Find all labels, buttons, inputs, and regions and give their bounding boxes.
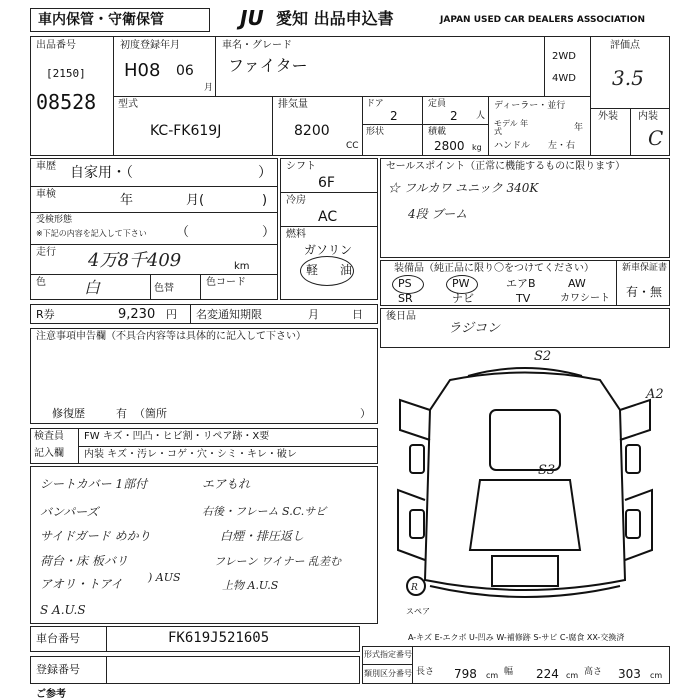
notice-month: 月: [308, 308, 319, 321]
notice-label: 名変通知期限: [196, 308, 262, 321]
remark-9: アオリ・トアイ: [40, 577, 123, 591]
car-name: ファイター: [228, 56, 308, 75]
new-warranty-value: 有・無: [626, 285, 663, 299]
width-label: 幅: [504, 667, 514, 677]
capacity-value: 2: [450, 109, 458, 123]
vehicle-damage-diagram: [380, 350, 670, 642]
repair-place: （箇所: [134, 407, 167, 420]
model-value: KC-FK619J: [150, 123, 222, 139]
registration-year: H08: [124, 60, 161, 81]
color-label: 色: [36, 277, 46, 288]
mileage-label: 走行: [36, 247, 56, 258]
height-value: 303: [618, 667, 641, 681]
remark-1: シートカバー 1部付: [40, 477, 148, 491]
rear-label: 後日品: [386, 311, 416, 322]
color-change-label: 色替: [154, 283, 174, 294]
type-number-label: 形式指定番号: [364, 650, 412, 659]
capacity-unit: 人: [476, 111, 486, 121]
fuel-alt2: 油: [340, 263, 353, 277]
notes-label: 注意事項申告欄（不具合内容等は具体的に記入して下さい）: [36, 331, 306, 342]
fuel-alt: 軽: [306, 263, 319, 277]
equipment-label: 装備品（純正品に限り〇をつけてください）: [394, 263, 594, 274]
drive-2wd: 2WD: [552, 51, 576, 62]
chassis-value: FK619J521605: [168, 630, 270, 646]
lot-label: 出品番号: [36, 40, 76, 51]
load-label: 積載: [428, 127, 447, 137]
equip-ps: PS: [398, 277, 412, 290]
shape-label: 形状: [366, 127, 385, 137]
fuel-circle: [300, 256, 354, 286]
reg-number-label: 登録番号: [36, 663, 80, 676]
damage-legend: A-キズ E-エクボ U-凹み W-補修跡 S-サビ C-腐食 XX-交換済: [408, 633, 625, 642]
load-value: 2800: [434, 139, 465, 153]
dealer-label: ディーラー・並行: [494, 101, 566, 111]
damage-mark-center: S3: [538, 463, 556, 478]
displacement-value: 8200: [294, 123, 330, 139]
shaken-label: 車検: [36, 189, 56, 200]
repair-label: 修復歴: [52, 407, 85, 420]
lot-sub: [2150]: [46, 67, 86, 80]
equip-tv: TV: [516, 292, 531, 305]
recycle-open: （: [176, 225, 190, 240]
recycle-close: ）: [262, 225, 276, 240]
displacement-label: 排気量: [278, 99, 308, 110]
remark-11: 上物 A.U.S: [222, 579, 279, 592]
shift-label: シフト: [286, 161, 316, 172]
history-close: ）: [258, 165, 272, 181]
drive-4wd: 4WD: [552, 73, 576, 84]
remark-5: サイドガード めかり: [40, 529, 151, 543]
color-code-label: 色コード: [206, 277, 246, 288]
fuel-label: 燃料: [286, 229, 306, 240]
lot-number: 08528: [36, 90, 97, 114]
defect-fw: FW キズ・凹凸・ヒビ割・リペア跡・X要: [84, 431, 270, 442]
remark-4: 右後・フレーム S.C.サビ: [202, 505, 327, 518]
height-label: 高さ: [584, 667, 603, 677]
handle-label: ハンドル: [494, 141, 531, 151]
doors-value: 2: [390, 109, 398, 123]
history-label: 車歴: [36, 161, 56, 172]
registration-month-unit: 月: [204, 83, 214, 93]
damage-mark-top: S2: [534, 350, 552, 364]
recycle-label: 受検形態: [36, 215, 73, 225]
model-year-label: モデル 年式: [494, 119, 529, 136]
color-value: 白: [84, 278, 101, 297]
remark-8: フレーン ワイナー 乱差む: [214, 555, 342, 568]
handle-options: 左・右: [548, 141, 576, 151]
notice-day: 日: [352, 308, 363, 321]
width-value: 224: [536, 667, 559, 681]
score-ext-label: 外装: [598, 111, 618, 122]
remark-7: 荷台・床 板バリ: [40, 554, 128, 568]
chassis-label: 車台番号: [36, 632, 80, 645]
tax-value: 9,230: [118, 307, 156, 322]
tax-unit: 円: [166, 308, 177, 321]
footer-label: ご参考: [36, 689, 66, 700]
fuel-value: ガソリン: [304, 243, 353, 257]
remark-2: エアもれ: [202, 477, 251, 491]
inspector-label-2: 記入欄: [34, 448, 64, 459]
history-value: 自家用・（: [70, 165, 133, 181]
length-value: 798: [454, 667, 477, 681]
equip-ps-circle: [392, 275, 424, 294]
rear-value: ラジコン: [448, 321, 501, 336]
equip-navi: ナビ: [452, 292, 474, 305]
displacement-unit: CC: [346, 141, 359, 151]
ju-logo: JU: [240, 6, 264, 30]
mileage-unit: km: [234, 261, 250, 272]
defect-interior: 内装 キズ・汚レ・コゲ・穴・シミ・キレ・破レ: [84, 449, 297, 460]
aircon-value: AC: [318, 209, 338, 225]
score-int-value: C: [648, 126, 664, 150]
width-unit: cm: [566, 671, 579, 680]
new-warranty-label: 新車保証書: [622, 263, 668, 273]
rear-items-block: [380, 308, 670, 348]
remark-10: ) AUS: [148, 571, 181, 584]
shaken-year: 年: [120, 193, 134, 208]
load-unit: kg: [472, 143, 482, 152]
registration-month: 06: [176, 63, 194, 79]
doors-label: ドア: [366, 99, 384, 109]
inspector-label-1: 検査員: [34, 431, 64, 442]
repair-close: ）: [360, 407, 371, 420]
equip-sr: SR: [398, 292, 413, 305]
model-year-unit: 年: [574, 123, 584, 133]
score-label: 評価点: [610, 40, 640, 51]
recycle-note: ※下記の内容を記入して下さい: [36, 229, 147, 238]
equip-pw: PW: [452, 277, 470, 290]
score-value: 3.5: [612, 66, 644, 90]
registration-label: 初度登録年月: [120, 40, 180, 51]
equip-aw: AW: [568, 277, 586, 290]
model-label: 型式: [118, 99, 138, 110]
equip-leather: カワシート: [560, 293, 610, 304]
remark-3: バンパーズ: [40, 505, 99, 519]
form-title: 愛知 出品申込書: [276, 9, 394, 28]
remark-12: S A.U.S: [40, 603, 86, 617]
sales-line-1: ☆ フルカワ ユニック 340K: [388, 181, 539, 195]
category-number-label: 類別区分番号: [364, 669, 412, 678]
spare-mark: R: [411, 583, 418, 593]
sales-label: セールスポイント（正常に機能するものに限ります）: [386, 161, 626, 172]
association-name: JAPAN USED CAR DEALERS ASSOCIATION: [440, 15, 645, 25]
sales-line-2: 4段 ブーム: [408, 207, 468, 221]
shaken-close: ): [262, 193, 268, 208]
mileage-value: 4万8千409: [88, 250, 182, 271]
damage-mark-side: A2: [646, 387, 664, 402]
capacity-label: 定員: [428, 99, 447, 109]
repair-value: 有: [116, 407, 127, 420]
tax-label: R券: [36, 308, 55, 321]
score-int-label: 内装: [638, 111, 658, 122]
equip-pw-circle: [446, 275, 478, 294]
car-label: 車名・グレード: [222, 40, 292, 51]
shift-value: 6F: [318, 175, 335, 191]
length-unit: cm: [486, 671, 499, 680]
shaken-month: 月(: [186, 193, 205, 208]
equip-airbag: エアB: [506, 277, 536, 290]
length-label: 長さ: [416, 667, 435, 677]
height-unit: cm: [650, 671, 663, 680]
storage-tag: 車内保管・守衛保管: [38, 12, 164, 28]
remark-6: 白煙・排圧返し: [220, 529, 305, 543]
aircon-label: 冷房: [286, 195, 306, 206]
spare-label: スペア: [406, 607, 430, 616]
